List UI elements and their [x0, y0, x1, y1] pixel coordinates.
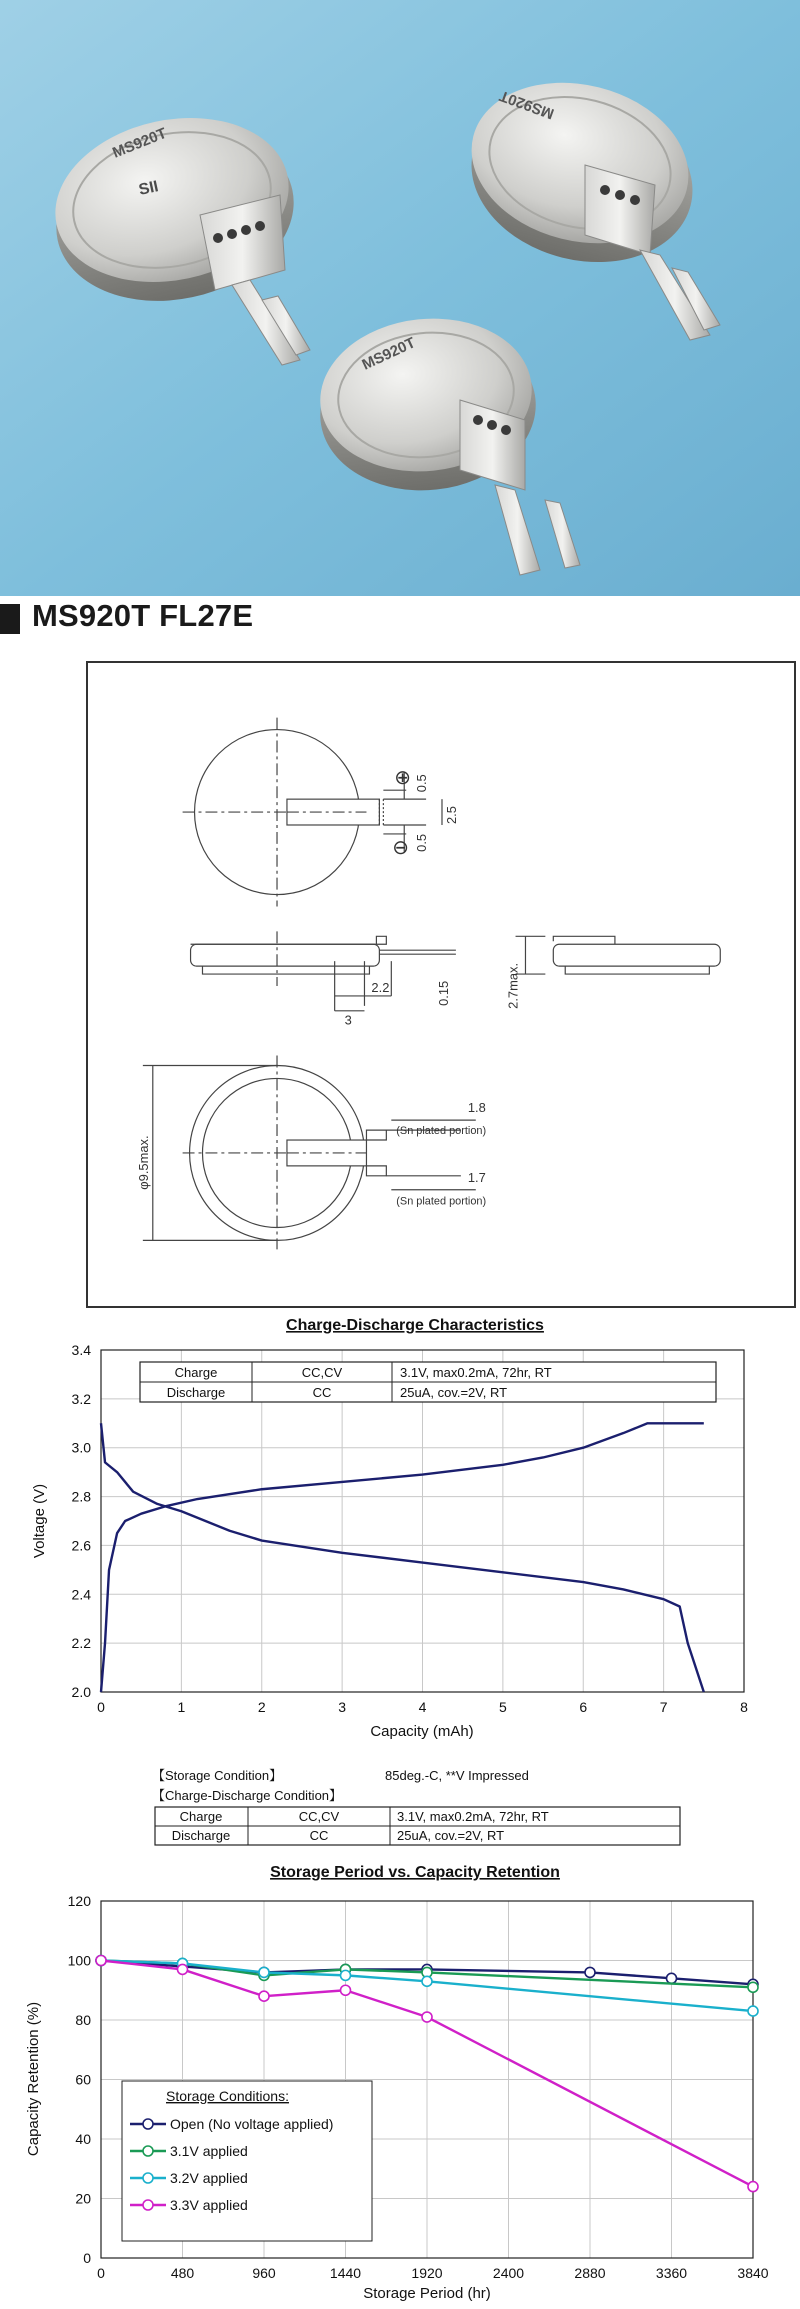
- y-tick-label: 3.4: [71, 1342, 91, 1358]
- test-conditions: [0, 1760, 800, 1850]
- data-point: [259, 1967, 269, 1977]
- dimension-drawing: [86, 661, 796, 1308]
- table-cell: 25uA, cov.=2V, RT: [400, 1385, 508, 1400]
- data-point: [667, 1973, 677, 1983]
- coin-label: MS920T: [359, 334, 419, 374]
- y-tick-label: 120: [67, 1893, 91, 1909]
- dim-label: 3: [344, 1012, 352, 1028]
- charge-discharge-condition-label: 【Charge-Discharge Condition】: [152, 1788, 343, 1803]
- table-cell: CC: [309, 1828, 329, 1843]
- x-tick-label: 4: [418, 1699, 427, 1715]
- product-heading: [0, 596, 800, 636]
- minus-terminal-icon: ⊖: [392, 836, 409, 859]
- x-tick-label: 1920: [411, 2265, 443, 2281]
- chart-title: Charge-Discharge Characteristics: [286, 1317, 544, 1334]
- legend-marker: [143, 2173, 153, 2183]
- table-cell: CC,CV: [298, 1809, 340, 1824]
- data-point: [341, 1970, 351, 1980]
- dim-label: 0.5: [414, 833, 430, 852]
- x-tick-label: 0: [97, 2265, 105, 2281]
- heading-bullet: [0, 604, 20, 634]
- data-point: [341, 1985, 351, 1995]
- y-tick-label: 2.0: [71, 1684, 91, 1700]
- dim-note: (Sn plated portion): [396, 1195, 487, 1208]
- y-tick-label: 2.4: [71, 1586, 91, 1603]
- y-tick-label: 3.0: [71, 1439, 91, 1456]
- data-point: [422, 2012, 432, 2022]
- y-tick-label: 2.2: [71, 1635, 91, 1652]
- dim-label: 0.15: [435, 980, 451, 1006]
- product-photo: [0, 0, 800, 596]
- series-line-1: [101, 1423, 704, 1692]
- capacity-retention-chart: [0, 1855, 800, 2309]
- series-line-0: [101, 1423, 704, 1692]
- data-point: [748, 2182, 758, 2192]
- dim-label: 2.5: [443, 806, 459, 824]
- x-tick-label: 0: [97, 1699, 105, 1715]
- chart-legend: [122, 2081, 372, 2241]
- x-tick-label: 1: [177, 1699, 186, 1715]
- x-tick-label: 1440: [329, 2265, 362, 2281]
- x-tick-label: 480: [170, 2265, 195, 2281]
- x-tick-label: 8: [740, 1699, 748, 1715]
- data-point: [178, 1964, 188, 1974]
- legend-entry: 3.2V applied: [170, 2170, 248, 2186]
- dim-label: 2.2: [371, 979, 390, 995]
- brand-logo: SII: [137, 178, 160, 199]
- charge-discharge-chart: [0, 1308, 800, 1748]
- dim-label: φ9.5max.: [135, 1135, 151, 1190]
- data-point: [422, 1976, 432, 1986]
- plus-terminal-icon: ⊕: [394, 767, 411, 790]
- legend-marker: [143, 2146, 153, 2156]
- table-cell: CC,CV: [301, 1365, 343, 1380]
- y-tick-label: 0: [83, 2250, 91, 2266]
- table-cell: CC: [312, 1385, 332, 1400]
- table-cell: Charge: [174, 1365, 218, 1380]
- x-axis-label: Storage Period (hr): [363, 2285, 491, 2302]
- storage-condition-value: 85deg.-C, **V Impressed: [385, 1768, 529, 1783]
- legend-title: Storage Conditions:: [166, 2088, 289, 2104]
- table-cell: Discharge: [166, 1385, 226, 1400]
- data-point: [259, 1991, 269, 2001]
- dim-label: 0.5: [414, 774, 430, 793]
- storage-condition-label: 【Storage Condition】: [152, 1768, 283, 1783]
- y-tick-label: 40: [75, 2131, 91, 2147]
- x-tick-label: 3840: [737, 2265, 769, 2281]
- coin-label: MS920T: [110, 124, 170, 162]
- x-tick-label: 5: [498, 1699, 507, 1715]
- legend-entry: Open (No voltage applied): [170, 2116, 334, 2132]
- y-axis-label: Capacity Retention (%): [25, 2001, 42, 2157]
- product-model-title: MS920T FL27E: [32, 598, 254, 633]
- dim-label: 1.8: [467, 1100, 486, 1116]
- data-point: [96, 1956, 106, 1966]
- y-tick-label: 3.2: [71, 1390, 91, 1407]
- x-tick-label: 3360: [655, 2265, 688, 2281]
- table-cell: 3.1V, max0.2mA, 72hr, RT: [400, 1365, 552, 1380]
- x-tick-label: 2880: [574, 2265, 606, 2281]
- y-tick-label: 2.6: [71, 1537, 91, 1554]
- dim-label: 1.7: [467, 1169, 486, 1185]
- table-cell: 25uA, cov.=2V, RT: [397, 1828, 505, 1843]
- y-tick-label: 60: [75, 2071, 91, 2088]
- data-point: [748, 2006, 758, 2016]
- condition-table: [140, 1362, 716, 1402]
- x-tick-label: 7: [659, 1699, 668, 1715]
- data-point: [585, 1967, 595, 1977]
- legend-marker: [143, 2200, 153, 2210]
- y-axis-label: Voltage (V): [31, 1483, 48, 1559]
- x-tick-label: 960: [252, 2265, 276, 2281]
- y-tick-label: 100: [67, 1952, 91, 1969]
- legend-entry: 3.3V applied: [170, 2197, 248, 2213]
- legend-entry: 3.1V applied: [170, 2143, 248, 2159]
- dim-note: (Sn plated portion): [396, 1125, 487, 1138]
- x-tick-label: 2400: [492, 2265, 525, 2281]
- data-point: [748, 1982, 758, 1992]
- x-tick-label: 2: [257, 1699, 266, 1715]
- table-cell: Discharge: [171, 1828, 231, 1843]
- x-axis-label: Capacity (mAh): [370, 1723, 474, 1740]
- table-cell: Charge: [179, 1809, 223, 1824]
- x-tick-label: 6: [579, 1699, 588, 1715]
- y-tick-label: 20: [75, 2190, 91, 2207]
- y-tick-label: 2.8: [71, 1488, 91, 1505]
- dim-label: 2.7max.: [505, 962, 521, 1009]
- coin-label: MS920T: [497, 86, 557, 123]
- legend-marker: [143, 2119, 153, 2129]
- x-tick-label: 3: [338, 1699, 347, 1715]
- y-tick-label: 80: [75, 2012, 91, 2028]
- chart-title: Storage Period vs. Capacity Retention: [270, 1864, 560, 1881]
- table-cell: 3.1V, max0.2mA, 72hr, RT: [397, 1809, 549, 1824]
